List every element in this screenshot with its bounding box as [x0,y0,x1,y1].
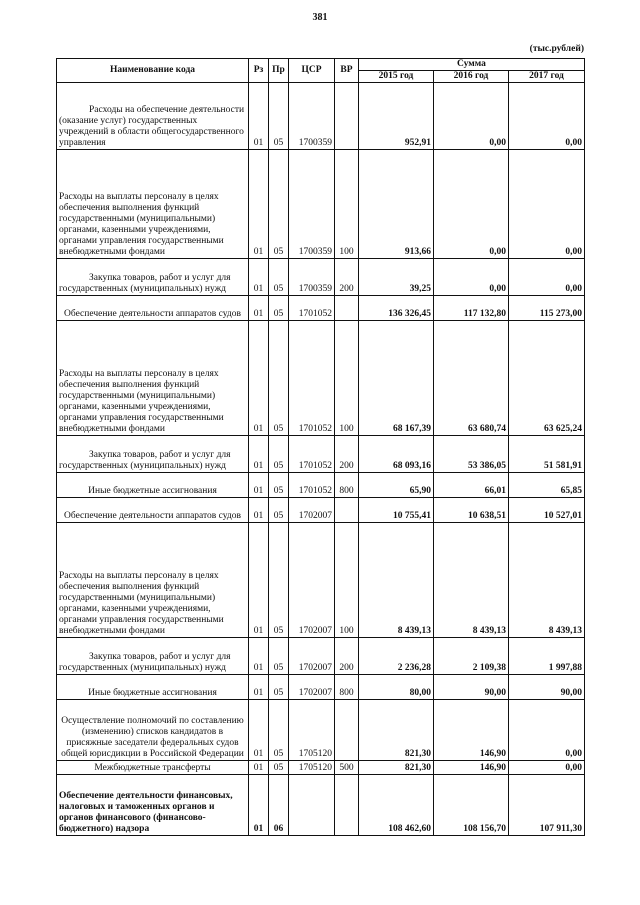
budget-table [56,58,585,836]
row-2017-cell: 107 911,30 [509,775,585,836]
row-2017-cell: 0,00 [509,259,585,296]
row-name-cell: Закупка товаров, работ и услуг для государственных (муниципальных) нужд [57,436,249,473]
row-rz-cell: 01 [249,638,269,675]
row-pr-cell: 05 [269,498,289,523]
row-2015-cell: 952,91 [359,83,434,150]
table-row [57,83,585,150]
row-rz-cell: 01 [249,296,269,321]
row-name-cell: Иные бюджетные ассигнования [57,473,249,498]
row-2017-cell: 115 273,00 [509,296,585,321]
row-csr-cell: 1705120 [289,761,335,775]
row-pr-cell: 05 [269,761,289,775]
row-2015-cell: 80,00 [359,675,434,700]
row-pr-cell: 05 [269,321,289,436]
row-name-cell: Расходы на выплаты персоналу в целях обеспечения выполнения функций государственными (муниципальными) органами, казенными учреждениями, органами управления государственными внебюджетными фондами [57,321,249,436]
table-row [57,498,585,523]
header-row-1 [57,59,585,71]
row-pr-cell: 05 [269,296,289,321]
row-csr-cell: 1705120 [289,700,335,761]
row-2017-cell: 0,00 [509,150,585,259]
row-csr-cell: 1701052 [289,321,335,436]
table-row [57,259,585,296]
header-2016: 2016 год [434,71,509,83]
row-2015-cell: 821,30 [359,761,434,775]
row-2017-cell: 10 527,01 [509,498,585,523]
row-vr-cell: 200 [335,259,359,296]
row-vr-cell: 200 [335,436,359,473]
row-csr-cell: 1701052 [289,473,335,498]
row-2016-cell: 2 109,38 [434,638,509,675]
row-csr-cell: 1702007 [289,675,335,700]
row-pr-cell: 05 [269,83,289,150]
header-csr: ЦСР [289,59,335,83]
row-vr-cell: 200 [335,638,359,675]
row-2016-cell: 8 439,13 [434,523,509,638]
table-row [57,296,585,321]
row-2015-cell: 10 755,41 [359,498,434,523]
row-name-cell: Обеспечение деятельности аппаратов судов [57,296,249,321]
row-name-cell: Иные бюджетные ассигнования [57,675,249,700]
row-2016-cell: 117 132,80 [434,296,509,321]
table-row [57,700,585,761]
row-csr-cell: 1700359 [289,259,335,296]
row-csr-cell: 1702007 [289,523,335,638]
row-pr-cell: 05 [269,150,289,259]
row-2016-cell: 63 680,74 [434,321,509,436]
row-rz-cell: 01 [249,473,269,498]
header-2017: 2017 год [509,71,585,83]
row-name-cell: Обеспечение деятельности финансовых, налоговых и таможенных органов и органов финансового (финансово-бюджетного) надзора [57,775,249,836]
row-pr-cell: 05 [269,473,289,498]
row-pr-cell: 05 [269,523,289,638]
row-2016-cell: 0,00 [434,259,509,296]
row-rz-cell: 01 [249,83,269,150]
row-2016-cell: 0,00 [434,150,509,259]
row-vr-cell [335,775,359,836]
row-name-cell: Расходы на выплаты персоналу в целях обеспечения выполнения функций государственными (муниципальными) органами, казенными учреждениями, органами управления государственными внебюджетными фондами [57,150,249,259]
row-2016-cell: 53 386,05 [434,436,509,473]
table-row [57,150,585,259]
row-2015-cell: 913,66 [359,150,434,259]
row-2016-cell: 66,01 [434,473,509,498]
table-row [57,675,585,700]
row-2017-cell: 1 997,88 [509,638,585,675]
row-vr-cell: 100 [335,321,359,436]
row-rz-cell: 01 [249,259,269,296]
row-pr-cell: 05 [269,259,289,296]
row-2016-cell: 108 156,70 [434,775,509,836]
table-row [57,473,585,498]
table-row [57,775,585,836]
row-2015-cell: 65,90 [359,473,434,498]
row-2017-cell: 8 439,13 [509,523,585,638]
row-csr-cell: 1700359 [289,150,335,259]
row-2015-cell: 136 326,45 [359,296,434,321]
row-2017-cell: 0,00 [509,83,585,150]
row-2016-cell: 146,90 [434,761,509,775]
row-csr-cell [289,775,335,836]
row-2015-cell: 821,30 [359,700,434,761]
row-vr-cell [335,83,359,150]
row-vr-cell: 800 [335,473,359,498]
row-rz-cell: 01 [249,700,269,761]
row-vr-cell: 100 [335,150,359,259]
row-pr-cell: 05 [269,675,289,700]
row-name-cell: Закупка товаров, работ и услуг для государственных (муниципальных) нужд [57,638,249,675]
table-row [57,436,585,473]
header-sum: Сумма [359,59,585,71]
row-csr-cell: 1702007 [289,498,335,523]
row-name-cell: Расходы на обеспечение деятельности (оказание услуг) государственных учреждений в области общегосударственного управления [57,83,249,150]
row-name-cell: Расходы на выплаты персоналу в целях обеспечения выполнения функций государственными (муниципальными) органами, казенными учреждениями, органами управления государственными внебюджетными фондами [57,523,249,638]
row-rz-cell: 01 [249,523,269,638]
row-2015-cell: 2 236,28 [359,638,434,675]
row-vr-cell [335,700,359,761]
row-rz-cell: 01 [249,761,269,775]
row-csr-cell: 1701052 [289,436,335,473]
row-name-cell: Межбюджетные трансферты [57,761,249,775]
row-csr-cell: 1702007 [289,638,335,675]
row-2015-cell: 108 462,60 [359,775,434,836]
row-2015-cell: 39,25 [359,259,434,296]
header-name: Наименование кода [57,59,249,83]
row-rz-cell: 01 [249,436,269,473]
row-rz-cell: 01 [249,775,269,836]
row-rz-cell: 01 [249,150,269,259]
row-pr-cell: 05 [269,700,289,761]
row-2016-cell: 146,90 [434,700,509,761]
row-csr-cell: 1701052 [289,296,335,321]
row-2016-cell: 10 638,51 [434,498,509,523]
row-name-cell: Осуществление полномочий по составлению (изменению) списков кандидатов в присяжные заседатели федеральных судов общей юрисдикции в Российской Федерации [57,700,249,761]
row-vr-cell [335,498,359,523]
row-pr-cell: 05 [269,436,289,473]
row-2017-cell: 63 625,24 [509,321,585,436]
row-2017-cell: 0,00 [509,761,585,775]
row-rz-cell: 01 [249,675,269,700]
header-pr: Пр [269,59,289,83]
row-2015-cell: 68 167,39 [359,321,434,436]
units-label: (тыс.рублей) [529,44,584,54]
row-2016-cell: 90,00 [434,675,509,700]
table-row [57,523,585,638]
row-rz-cell: 01 [249,498,269,523]
header-rz: Рз [249,59,269,83]
table-row [57,638,585,675]
table-row [57,321,585,436]
row-2017-cell: 65,85 [509,473,585,498]
row-2017-cell: 0,00 [509,700,585,761]
header-2015: 2015 год [359,71,434,83]
row-csr-cell: 1700359 [289,83,335,150]
row-rz-cell: 01 [249,321,269,436]
row-name-cell: Обеспечение деятельности аппаратов судов [57,498,249,523]
header-vr: ВР [335,59,359,83]
row-2017-cell: 90,00 [509,675,585,700]
row-vr-cell: 500 [335,761,359,775]
row-2016-cell: 0,00 [434,83,509,150]
row-2015-cell: 68 093,16 [359,436,434,473]
row-vr-cell: 100 [335,523,359,638]
row-pr-cell: 06 [269,775,289,836]
page-number: 381 [312,12,328,23]
row-2015-cell: 8 439,13 [359,523,434,638]
row-vr-cell: 800 [335,675,359,700]
row-vr-cell [335,296,359,321]
row-pr-cell: 05 [269,638,289,675]
row-2017-cell: 51 581,91 [509,436,585,473]
row-name-cell: Закупка товаров, работ и услуг для государственных (муниципальных) нужд [57,259,249,296]
table-row [57,761,585,775]
